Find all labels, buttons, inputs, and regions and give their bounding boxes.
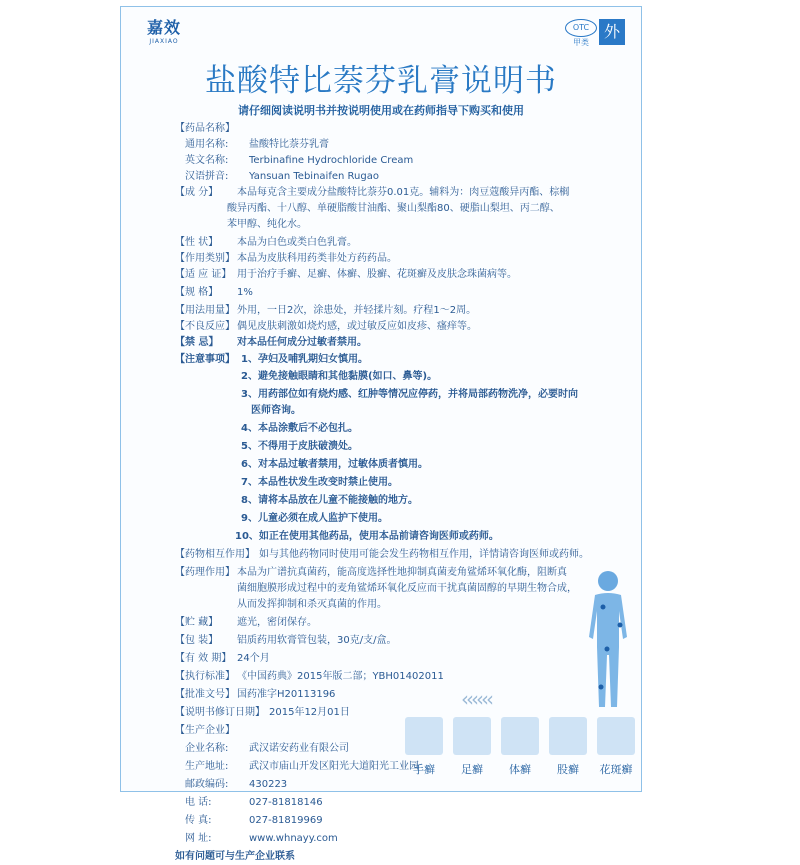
interaction-value: 如与其他药物同时使用可能会发生药物相互作用，详情请咨询医师或药师。 — [259, 549, 589, 560]
company-name-value: 武汉诺安药业有限公司 — [249, 743, 349, 754]
composition-label: 【成 分】 — [175, 187, 219, 198]
adverse-value: 偶见皮肤刺激如烧灼感，或过敏反应如皮疹、瘙痒等。 — [237, 321, 477, 332]
zip-value: 430223 — [249, 779, 288, 790]
fax-label: 传 真: — [185, 815, 212, 826]
reading-notice: 请仔细阅读说明书并按说明使用或在药师指导下购买和使用 — [238, 104, 524, 117]
groin-icon — [549, 717, 587, 755]
contact-footer: 如有问题可与生产企业联系 — [175, 851, 295, 862]
generic-name-label: 通用名称: — [185, 139, 229, 150]
company-name-label: 企业名称: — [185, 743, 229, 754]
precaution-item: 3、用药部位如有烧灼感、红肿等情况应停药，并将局部药物洗净，必要时向 — [241, 389, 578, 400]
english-name-label: 英文名称: — [185, 155, 229, 166]
package-label: 【包 装】 — [175, 635, 219, 646]
logo-name: 嘉效 — [146, 18, 181, 37]
foot-icon — [453, 717, 491, 755]
contraindication-label: 【禁 忌】 — [175, 337, 219, 348]
icon-label: 股癣 — [557, 763, 579, 776]
phone-label: 电 话: — [185, 797, 212, 808]
adverse-label: 【不良反应】 — [175, 321, 235, 332]
pharmacology-line-1: 本品为广谱抗真菌药，能高度选择性地抑制真菌麦角鲨烯环氧化酶，阻断真 — [237, 567, 567, 578]
spec-value: 1% — [237, 287, 253, 298]
drug-name-label: 【药品名称】 — [175, 123, 235, 134]
precaution-item: 8、请将本品放在儿童不能接触的地方。 — [241, 495, 418, 506]
precaution-item: 4、本品涂敷后不必包扎。 — [241, 423, 358, 434]
category-label: 【作用类别】 — [175, 253, 235, 264]
precaution-item: 9、儿童必须在成人监护下使用。 — [241, 513, 388, 524]
website-link[interactable]: www.whnayy.com — [249, 833, 338, 844]
icon-label: 手癣 — [413, 763, 435, 776]
properties-value: 本品为白色或类白色乳膏。 — [237, 237, 357, 248]
package-value: 铝质药用软膏管包装，30克/支/盒。 — [237, 635, 397, 646]
hand-icon — [405, 717, 443, 755]
otc-mark: OTC — [565, 19, 597, 37]
interaction-label: 【药物相互作用】 — [175, 549, 255, 560]
precautions-label: 【注意事项】 — [175, 354, 235, 365]
english-name-value: Terbinafine Hydrochloride Cream — [249, 155, 414, 166]
storage-label: 【贮 藏】 — [175, 617, 219, 628]
body-icon — [501, 717, 539, 755]
pinyin-name-label: 汉语拼音: — [185, 171, 229, 182]
properties-label: 【性 状】 — [175, 237, 219, 248]
generic-name-value: 盐酸特比萘芬乳膏 — [249, 139, 329, 150]
address-value: 武汉市庙山开发区阳光大道阳光工业园 — [249, 761, 419, 772]
face-icon — [597, 717, 635, 755]
pinyin-name-value: Yansuan Tebinaifen Rugao — [249, 171, 379, 182]
contraindication-value: 对本品任何成分过敏者禁用。 — [237, 337, 367, 348]
pharmacology-label: 【药理作用】 — [175, 567, 235, 578]
otc-class: 甲类 — [573, 38, 589, 47]
precaution-item: 7、本品性状发生改变时禁止使用。 — [241, 477, 398, 488]
phone-value: 027-81818146 — [249, 797, 323, 808]
precaution-item: 5、不得用于皮肤破溃处。 — [241, 441, 358, 452]
icon-label: 花斑癣 — [599, 763, 633, 776]
composition-line-1: 本品每克含主要成分盐酸特比萘芬0.01克。辅料为：肉豆蔻酸异丙酯、棕榈 — [237, 187, 570, 198]
validity-value: 24个月 — [237, 653, 270, 664]
validity-label: 【有 效 期】 — [175, 653, 232, 664]
precaution-item: 10、如正在使用其他药品，使用本品前请咨询医师或药师。 — [235, 531, 499, 542]
address-label: 生产地址: — [185, 761, 229, 772]
fax-value: 027-81819969 — [249, 815, 323, 826]
dosage-value: 外用，一日2次，涂患处，并轻揉片刻。疗程1～2周。 — [237, 305, 477, 316]
page-title: 盐酸特比萘芬乳膏说明书 — [205, 63, 557, 99]
precaution-item: 医师咨询。 — [251, 405, 301, 416]
dosage-label: 【用法用量】 — [175, 305, 235, 316]
approval-label: 【批准文号】 — [175, 689, 235, 700]
website-label: 网 址: — [185, 833, 212, 844]
revision-value: 2015年12月01日 — [269, 707, 350, 718]
manufacturer-label: 【生产企业】 — [175, 725, 235, 736]
composition-line-3: 苯甲醇、纯化水。 — [227, 219, 307, 230]
revision-label: 【说明书修订日期】 — [175, 707, 265, 718]
storage-value: 遮光，密闭保存。 — [237, 617, 317, 628]
category-value: 本品为皮肤科用药类非处方药药品。 — [237, 253, 397, 264]
spec-label: 【规 格】 — [175, 287, 219, 298]
precaution-item: 6、对本品过敏者禁用，过敏体质者慎用。 — [241, 459, 428, 470]
brand-logo — [139, 15, 189, 45]
precaution-item: 1、孕妇及哺乳期妇女慎用。 — [241, 354, 368, 365]
icon-label: 足癣 — [461, 763, 483, 776]
logo-sub: JIAXIAO — [149, 38, 179, 45]
otc-badge — [565, 19, 625, 45]
precaution-item: 2、避免接触眼睛和其他黏膜(如口、鼻等)。 — [241, 371, 438, 382]
standard-label: 【执行标准】 — [175, 671, 235, 682]
leaflet-sheet — [120, 6, 642, 862]
indication-value: 用于治疗手癣、足癣、体癣、股癣、花斑癣及皮肤念珠菌病等。 — [237, 269, 517, 280]
body-figure-illustration — [573, 567, 643, 717]
indication-label: 【适 应 证】 — [175, 269, 232, 280]
icon-label: 体癣 — [509, 763, 531, 776]
pharmacology-line-3: 从而发挥抑制和杀灭真菌的作用。 — [237, 599, 387, 610]
standard-value: 《中国药典》2015年版二部；YBH01402011 — [237, 671, 444, 682]
external-use-mark: 外 — [599, 19, 625, 45]
zip-label: 邮政编码: — [185, 779, 229, 790]
composition-line-2: 酸异丙酯、十八醇、单硬脂酸甘油酯、聚山梨酯80、硬脂山梨坦、丙二醇、 — [227, 203, 560, 214]
approval-value: 国药准字H20113196 — [237, 689, 336, 700]
pharmacology-line-2: 菌细胞膜形成过程中的麦角鲨烯环氧化反应而干扰真菌固醇的早期生物合成， — [237, 583, 577, 594]
chevron-arrows-decoration: ‹‹‹‹‹‹ — [461, 687, 491, 711]
